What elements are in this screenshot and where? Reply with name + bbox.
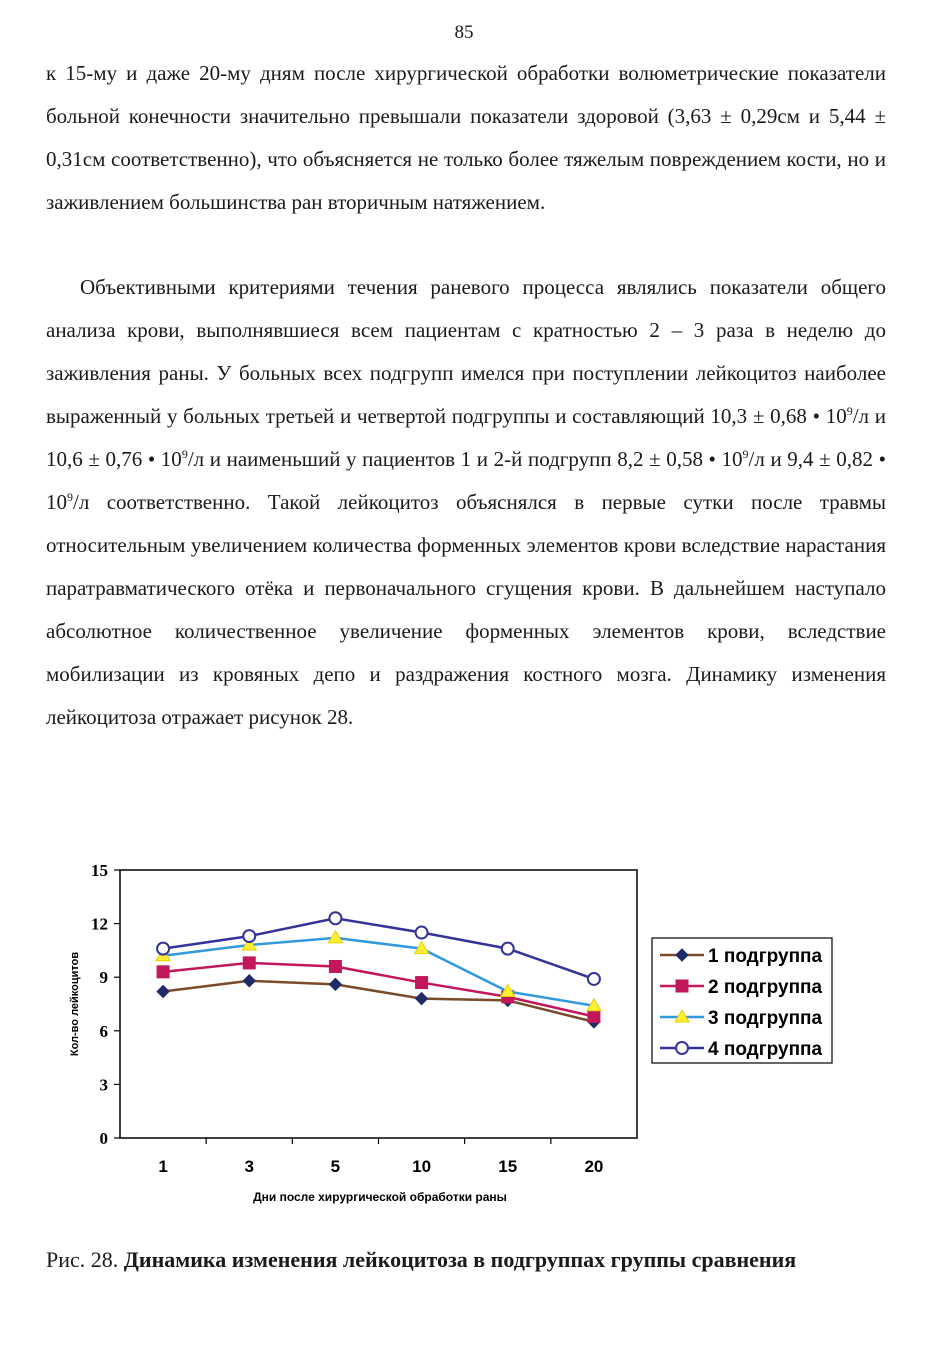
data-point-series-4 <box>588 973 600 985</box>
data-point-series-4 <box>502 943 514 955</box>
y-tick-label: 9 <box>99 968 108 988</box>
legend-label: 1 подгруппа <box>708 946 823 967</box>
figure-28-chart <box>60 855 850 1215</box>
paragraph-1-text <box>46 52 886 224</box>
x-tick-label: 15 <box>498 1157 518 1176</box>
x-tick-label: 1 <box>158 1157 168 1176</box>
data-point-series-4 <box>329 912 341 924</box>
data-point-series-4 <box>157 943 169 955</box>
text-run: к 15-му и даже 20-му дням после хирургической обработки волюметрические показатели больной конечности значительно превышали показатели здоровой (3,63 ± 0,29см и 5,44 ± 0,31см соответственно), что объясняется не только более тяжелым повреждением кости, но и заживлением большинства ран вторичным натяжением. <box>46 61 886 214</box>
y-tick-label: 6 <box>99 1021 108 1041</box>
figure-caption-label: Рис. 28. <box>46 1247 124 1272</box>
x-tick-label: 10 <box>412 1157 432 1176</box>
figure-caption <box>46 1247 896 1273</box>
plot-area <box>120 870 637 1138</box>
data-point-series-2 <box>416 977 428 989</box>
figure-caption-title: Динамика изменения лейкоцитоза в подгруппах группы сравнения <box>123 1247 797 1272</box>
paragraph-2 <box>46 266 886 739</box>
text-run: /л и 9,4 ± 0,82 • 10 <box>46 447 886 514</box>
text-run: /л соответственно. Такой лейкоцитоз объяснялся в первые сутки после травмы относительным увеличением количества форменных элементов крови вследствие нарастания паратравматического отёка и первоначального сгущения крови. В дальнейшем наступало абсолютное количественное увеличение форменных элементов крови, вследствие мобилизации из кровяных депо и раздражения костного мозга. Динамику изменения лейкоцитоза отражает рисунок 28. <box>46 490 886 729</box>
chart-legend <box>652 938 832 1063</box>
data-point-series-4 <box>243 930 255 942</box>
superscript: 9 <box>846 404 853 418</box>
x-tick-label: 20 <box>584 1157 604 1176</box>
data-point-series-2 <box>243 957 255 969</box>
legend-label: 3 подгруппа <box>708 1008 823 1029</box>
x-axis-label: Дни после хирургической обработки раны <box>253 1190 507 1204</box>
text-run: Объективными критериями течения раневого процесса являлись показатели общего анализа крови, выполнявшиеся всем пациентам с кратностью 2 – 3 раза в неделю до заживления раны. У больных всех подгрупп имелся при поступлении лейкоцитоз наиболее выраженный у больных третьей и четвертой подгруппы и составляющий 10,3 ± 0,68 • 10 <box>46 275 886 428</box>
y-tick-label: 0 <box>99 1129 108 1148</box>
legend-label: 2 подгруппа <box>708 977 823 998</box>
y-tick-label: 12 <box>91 914 108 934</box>
paragraph-2-text <box>46 266 886 739</box>
page-number: 85 <box>454 22 474 43</box>
y-tick-label: 15 <box>91 861 108 880</box>
superscript: 9 <box>742 447 749 461</box>
text-run: /л и наименьший у пациентов 1 и 2-й подгрупп 8,2 ± 0,58 • 10 <box>187 447 743 471</box>
data-point-series-2 <box>588 1011 600 1023</box>
text-run: /л и 10,6 ± 0,76 • 10 <box>46 404 886 471</box>
y-tick-label: 3 <box>99 1075 108 1095</box>
superscript: 9 <box>181 447 188 461</box>
data-point-series-2 <box>329 960 341 972</box>
data-point-series-4 <box>416 927 428 939</box>
legend-label: 4 подгруппа <box>708 1039 823 1060</box>
paragraph-1 <box>46 52 886 224</box>
legend-marker <box>676 1042 688 1054</box>
line-chart <box>60 855 850 1215</box>
data-point-series-2 <box>157 966 169 978</box>
superscript: 9 <box>67 490 73 504</box>
x-tick-label: 5 <box>330 1157 341 1176</box>
x-tick-label: 3 <box>244 1157 254 1176</box>
y-axis-label: Кол-во лейкоцитов <box>69 951 81 1057</box>
legend-marker <box>676 980 688 992</box>
